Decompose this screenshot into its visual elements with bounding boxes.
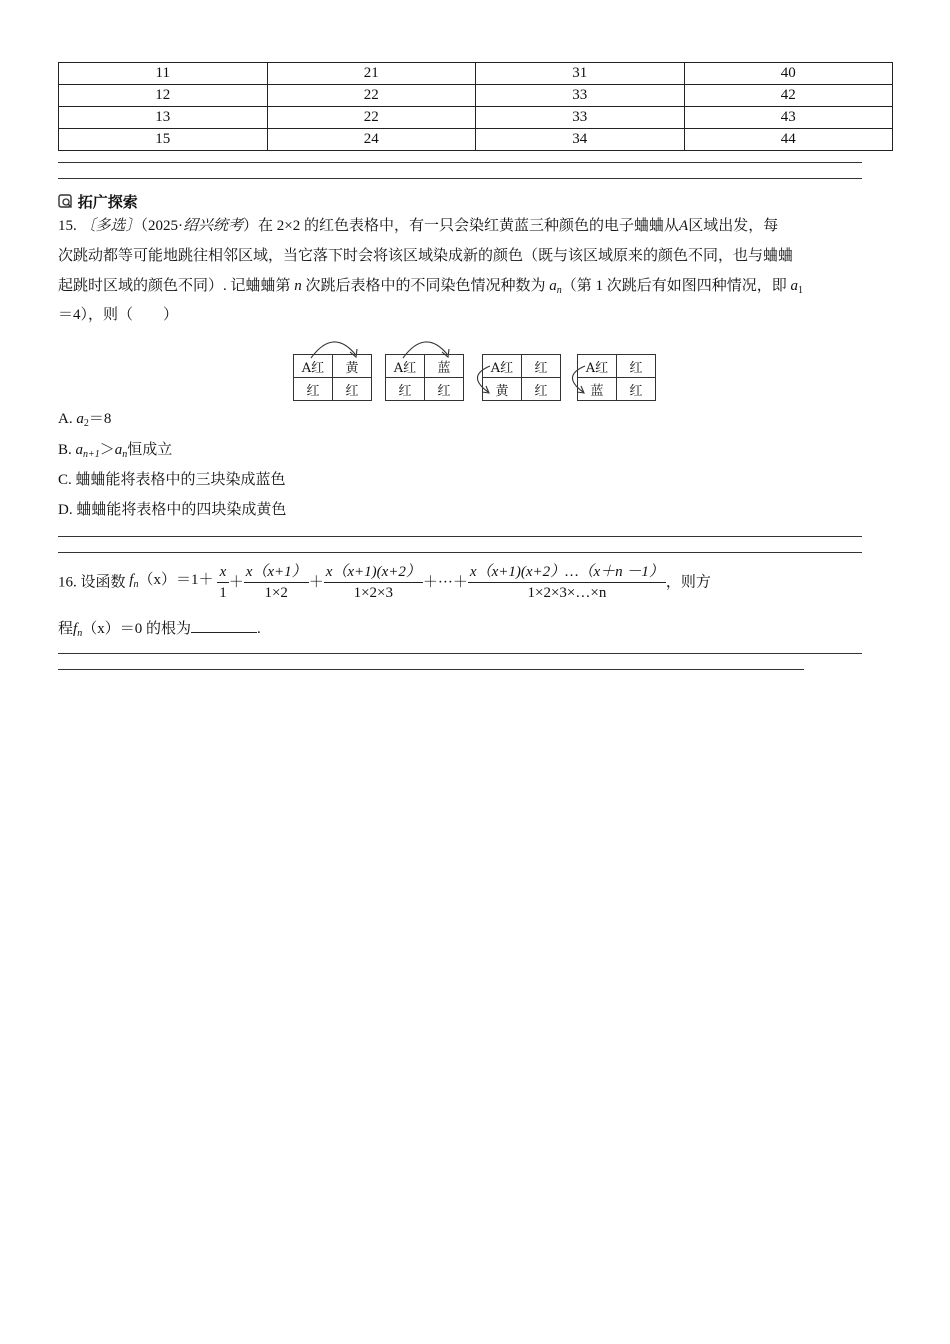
denominator: 1×2×3 (353, 585, 394, 601)
sub: n (122, 449, 128, 460)
answer-line (58, 162, 862, 163)
var-a: A (679, 218, 689, 234)
sub: n+1 (83, 449, 100, 460)
q15-line2: 次跳动都等可能地跳往相邻区域，当它落下时会将该区域染成新的颜色（既与该区域原来的颜色不同，也与蛐蛐 (58, 248, 794, 264)
table-cell: 31 (476, 63, 685, 85)
jump-arrow-icon (395, 336, 465, 360)
table-row (59, 85, 893, 107)
var-f: f (129, 572, 134, 588)
sub-n: n (556, 285, 562, 296)
grid-cell: 红 (522, 378, 561, 401)
table-cell: 15 (59, 129, 268, 151)
grid-cell: 红 (333, 378, 372, 401)
answer-line (58, 552, 862, 553)
q15-tag: 〔多选〕 (80, 218, 141, 234)
q15-option-d: D. 蛐蛐能将表格中的四块染成黄色 (58, 502, 287, 518)
grid-cell: A红 (483, 355, 522, 378)
jump-arrow-icon (470, 360, 494, 404)
var-n: n (294, 278, 302, 294)
q16-line1 (58, 562, 711, 603)
table-row (59, 63, 893, 85)
table-row (59, 129, 893, 151)
q15-option-c: C. 蛐蛐能将表格中的三块染成蓝色 (58, 472, 286, 488)
ellipsis-plus: ＋···＋ (422, 574, 468, 591)
grid-cell: A红 (386, 355, 425, 378)
var-a-seq: a (76, 411, 84, 427)
sub-n: n (77, 628, 83, 639)
grid-cell: 红 (425, 378, 464, 401)
explore-icon (58, 194, 73, 209)
var-a-seq: a (790, 278, 799, 294)
q15-text: 起跳时区域的颜色不同）. 记蛐蛐第 (58, 278, 291, 294)
table-cell: 22 (267, 85, 476, 107)
option-text: ＝8 (88, 411, 112, 427)
q16-line2 (58, 618, 261, 644)
q15-text: （第 1 次跳后有如图四种情况，即 (561, 278, 787, 294)
q16-text: ，则方 (665, 574, 711, 591)
grid-cell: 红 (294, 378, 333, 401)
denominator: 1×2×3×…×n (527, 585, 607, 601)
plus-sign: ＋ (308, 574, 324, 591)
table-cell: 11 (59, 63, 268, 85)
grid-cell: 红 (386, 378, 425, 401)
table-row (59, 107, 893, 129)
fraction-2 (244, 562, 309, 603)
jump-arrow-icon (565, 360, 589, 404)
q16-text: 程 (58, 621, 74, 637)
q16-text: . (256, 621, 261, 637)
q15-option-b (58, 440, 172, 465)
q15-number: 15. (58, 218, 77, 234)
sub: 2 (83, 418, 89, 429)
answer-line (58, 669, 804, 670)
color-grid (385, 354, 464, 401)
table-cell: 21 (267, 63, 476, 85)
var-f: f (73, 621, 78, 637)
q15-line3 (58, 276, 803, 301)
table-cell: 43 (684, 107, 893, 129)
q15-line1 (58, 216, 778, 236)
jump-arrow-icon (303, 336, 373, 360)
table-cell: 24 (267, 129, 476, 151)
q16-text: （x）＝0 的根为 (82, 621, 191, 637)
option-text: ＞ (99, 442, 115, 458)
q15-text: 区域出发，每 (688, 218, 779, 234)
grid-cell: 红 (617, 378, 656, 401)
fraction-1 (217, 562, 229, 603)
q15-text: 在 2×2 的红色表格中，有一只会染红黄蓝三种颜色的电子蛐蛐从 (258, 218, 680, 234)
table-cell: 33 (476, 107, 685, 129)
section-header (58, 192, 138, 212)
q16-text: 16. 设函数 (58, 574, 126, 591)
numerator: x（x+1） (244, 562, 309, 583)
color-grid (293, 354, 372, 401)
section-title: 拓广探索 (77, 193, 138, 211)
q15-source-close: ） (243, 218, 259, 234)
table-cell: 42 (684, 85, 893, 107)
grid-cell: 黄 (333, 355, 372, 378)
table-cell: 33 (476, 85, 685, 107)
grid-cell: 蓝 (578, 378, 617, 401)
fraction-4 (468, 562, 666, 603)
var-a-seq: a (75, 442, 84, 458)
table-cell: 44 (684, 129, 893, 151)
numerator: x（x+1)(x+2） (324, 562, 423, 583)
table-cell: 34 (476, 129, 685, 151)
var-a-seq: a (114, 442, 123, 458)
numerator: x (217, 562, 229, 583)
denominator: 1 (219, 585, 227, 601)
q15-text: 次跳后表格中的不同染色情况种数为 (305, 278, 546, 294)
grid-cell: A红 (578, 355, 617, 378)
grid-cell: A红 (294, 355, 333, 378)
q16-text: （x） (138, 572, 176, 588)
sub-1: 1 (798, 285, 804, 296)
q15-option-a (58, 409, 111, 434)
grid-cell: 蓝 (425, 355, 464, 378)
fraction-3 (324, 562, 423, 603)
grid-cell: 红 (617, 355, 656, 378)
denominator: 1×2 (264, 585, 288, 601)
table-cell: 40 (684, 63, 893, 85)
var-a-seq: a (549, 278, 557, 294)
answer-line (58, 536, 862, 537)
sub-n: n (133, 579, 139, 590)
grid-cell: 红 (522, 355, 561, 378)
option-label: A. (58, 411, 73, 427)
answer-line (58, 653, 862, 654)
plus-sign: ＋ (228, 574, 244, 591)
q15-source: 绍兴统考 (183, 218, 244, 234)
answer-blank[interactable] (191, 618, 257, 633)
q15-line4: ＝4），则（ ） (58, 307, 179, 323)
answer-line (58, 178, 862, 179)
data-table (58, 62, 893, 151)
numerator: x（x+1)(x+2）…（x＋n －1） (468, 562, 666, 583)
table-cell: 13 (59, 107, 268, 129)
table-cell: 12 (59, 85, 268, 107)
option-text: 恒成立 (127, 442, 173, 458)
grid-cell: 黄 (483, 378, 522, 401)
q15-source-open: （2025· (140, 218, 184, 234)
table-cell: 22 (267, 107, 476, 129)
option-label: B. (58, 442, 72, 458)
q16-text: ＝1＋ (175, 572, 214, 588)
